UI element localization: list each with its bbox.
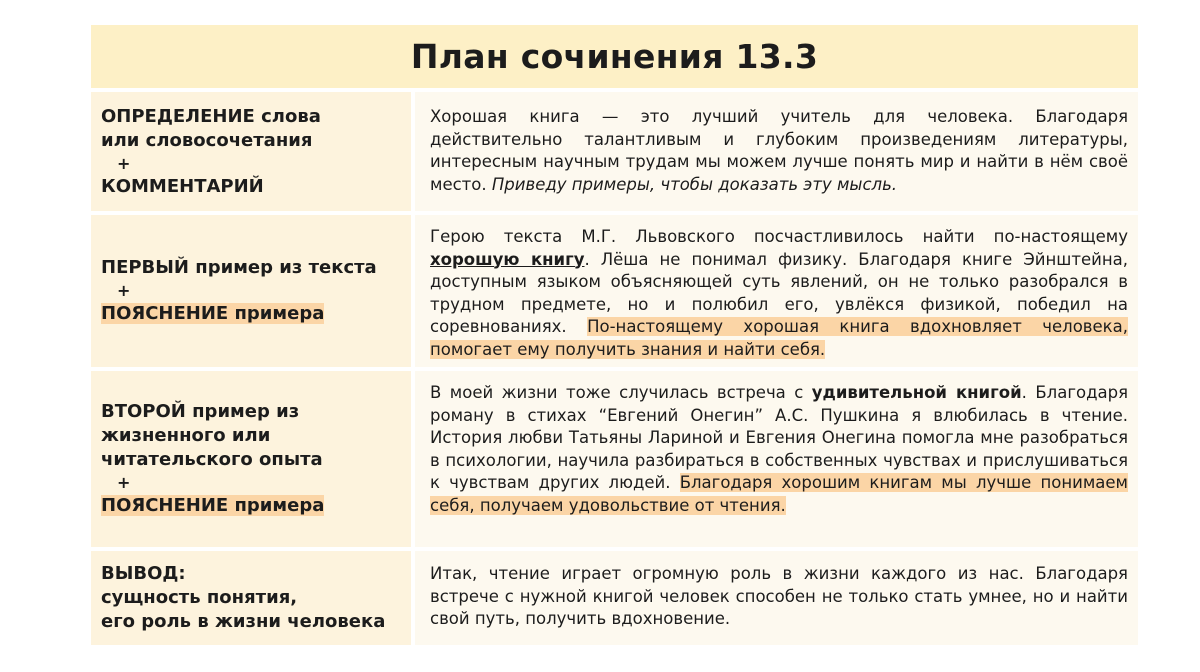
content-text: . Благодаря роману в стихах “Евгений Онегин” А.С. Пушкина я влюбилась в чтение. История любви Татьяны Лариной и Евгения Онегина помогла мне разобраться в психологии, научила разбираться в собственных чувствах и прислушиваться к чувствам других людей.: [430, 383, 1128, 492]
label-line: читательского опыта: [101, 449, 323, 470]
row-label: [91, 92, 411, 211]
plan-row-conclusion: [91, 551, 1138, 645]
content-highlight: Благодаря хорошим книгам мы лучше понимаем себя, получаем удовольствие от чтения.: [430, 473, 1129, 515]
content-text: . Лёша не понимал физику. Благодаря книге Эйнштейна, доступным языком объясняющей суть явлений, он не только разобрался в трудном предмете, но и полюбил его, увлёкся физикой, победил на соревнованиях.: [430, 249, 1129, 336]
label-line: сущность понятия,: [101, 587, 298, 608]
row-content: [415, 551, 1138, 645]
label-line: жизненного или: [101, 425, 271, 446]
plus-sign: +: [117, 473, 131, 492]
row-content: [415, 371, 1138, 547]
plan-row-second-example: [91, 371, 1138, 547]
content-text: Хорошая книга — это лучший учитель для человека. Благодаря действительно талантливым и глубоким произведениям литературы, интересным научным трудам мы можем лучше понять мир и найти в нём своё место.: [430, 107, 1128, 194]
content-bold: удивительной книгой: [811, 383, 1022, 402]
essay-plan-table: [91, 25, 1138, 645]
content-text: В моей жизни тоже случилась встреча с: [430, 383, 812, 402]
plus-sign: +: [117, 281, 131, 300]
content-italic: Приведу примеры, чтобы доказать эту мысль.: [491, 174, 898, 194]
row-content: [415, 215, 1138, 367]
row-label: [91, 551, 411, 645]
highlighted-label: ПОЯСНЕНИЕ примера: [101, 303, 325, 324]
row-label: [91, 371, 411, 547]
content-bold-underlined: хорошую книгу: [430, 249, 585, 269]
label-line: ОПРЕДЕЛЕНИЕ слова: [101, 105, 321, 127]
label-line: ВЫВОД:: [101, 563, 186, 584]
plan-row-definition: [91, 92, 1138, 211]
row-label: [91, 215, 411, 367]
label-line: КОММЕНТАРИЙ: [101, 175, 264, 197]
content-text: Итак, чтение играет огромную роль в жизни каждого из нас. Благодаря встрече с нужной книгой человек способен не только стать умнее, но и найти свой путь, получить вдохновение.: [430, 564, 1128, 628]
label-line: его роль в жизни человека: [101, 611, 386, 632]
plus-sign: +: [117, 153, 131, 173]
page-title: План сочинения 13.3: [91, 25, 1138, 88]
label-line: ПЕРВЫЙ пример из текста: [101, 257, 377, 278]
content-highlight: По-настоящему хорошая книга вдохновляет человека, помогает ему получить знания и найти себя.: [430, 317, 1128, 359]
row-content: [415, 92, 1138, 211]
label-line: ВТОРОЙ пример из: [101, 401, 300, 422]
content-text: Герою текста М.Г. Львовского посчастливилось найти по-настоящему: [430, 227, 1128, 246]
plan-row-first-example: [91, 215, 1138, 367]
label-line: или словосочетания: [101, 129, 313, 151]
highlighted-label: ПОЯСНЕНИЕ примера: [101, 495, 325, 516]
